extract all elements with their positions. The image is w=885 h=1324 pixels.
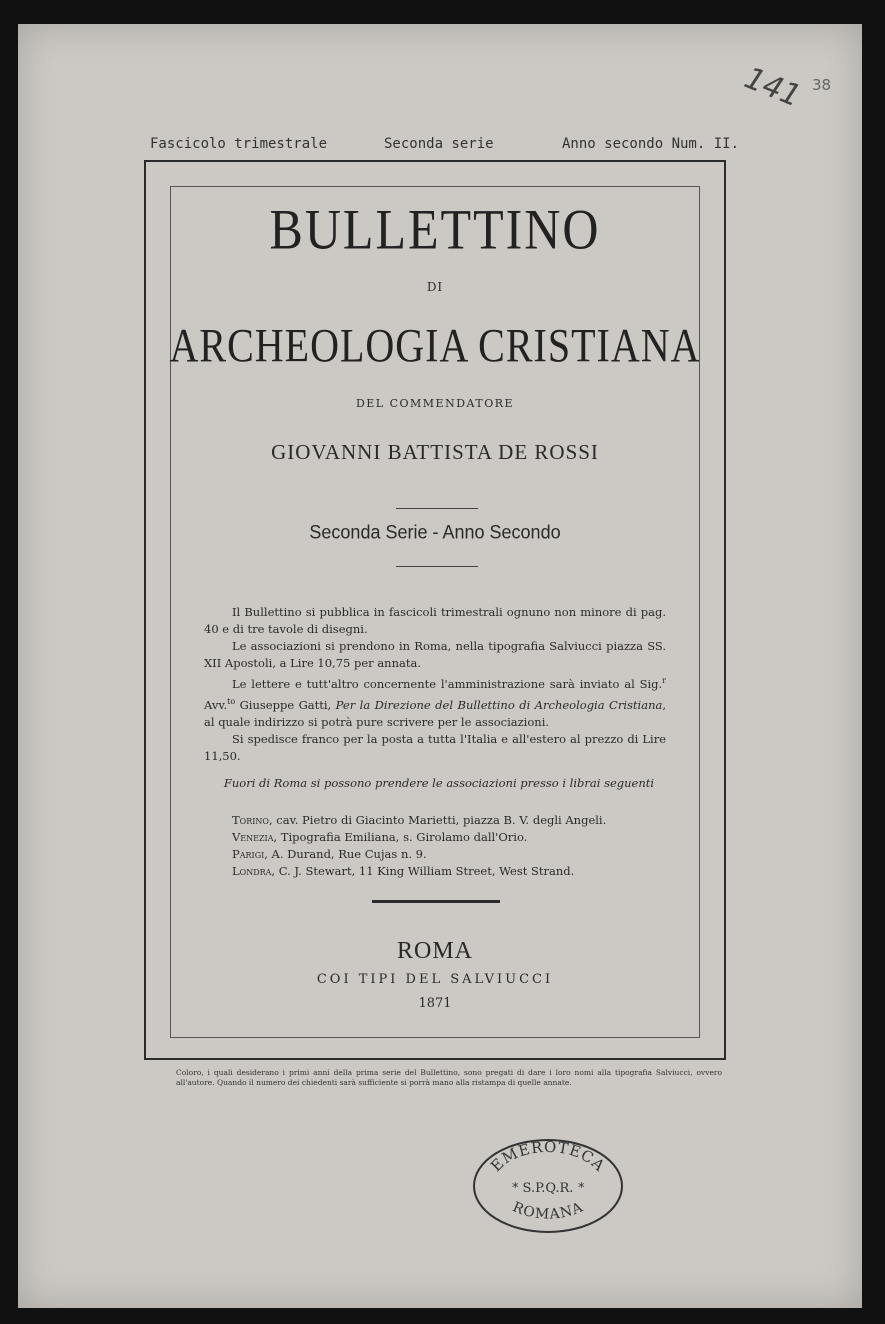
seller-londra: Londra, C. J. Stewart, 11 King William Street, West Strand. <box>232 864 575 878</box>
paragraph-publication: Il Bullettino si pubblica in fascicoli trimestrali ognuno non minore di pag. 40 e di tre tavole di disegni. <box>204 605 666 636</box>
divider-bottom <box>396 566 478 567</box>
seller-parigi: Parigi, A. Durand, Rue Cujas n. 9. <box>232 847 427 861</box>
del-commendatore: DEL COMMENDATORE <box>355 397 515 410</box>
star-right-icon: * <box>578 1181 585 1196</box>
journal-title: BULLETTINO <box>269 196 601 262</box>
imprint-printer: COI TIPI DEL SALVIUCCI <box>316 972 554 987</box>
booksellers-heading: Fuori di Roma si possono prendere le associazioni presso i librai seguenti <box>223 776 655 790</box>
series-line: Seconda Serie - Anno Secondo <box>309 520 561 543</box>
paragraph-shipping: Si spedisce franco per la posta a tutta l'Italia e all'estero al prezzo di Lire 11,50. <box>204 731 666 763</box>
handwritten-page-number: 141 <box>739 60 806 115</box>
header-left: Fascicolo trimestrale <box>150 136 328 152</box>
body-text <box>204 604 666 765</box>
footnote: Coloro, i quali desiderano i primi anni della prima serie del Bullettino, sono pregati di dare i loro nomi alla tipografia Salviucci, ovvero all'autore. Quando il numero dei chiedenti sarà sufficiente si porrà mano alla ristampa di quelle annate. <box>176 1068 722 1087</box>
imprint-year: 1871 <box>418 996 452 1011</box>
divider-top <box>396 508 478 509</box>
journal-subject: ARCHEOLOGIA CRISTIANA <box>169 318 701 373</box>
stamp-bottom-text: ROMANA <box>510 1199 586 1223</box>
star-left-icon: * <box>512 1181 519 1196</box>
title-di: DI <box>426 280 444 294</box>
booksellers-list <box>232 812 606 880</box>
imprint-city: ROMA <box>396 938 473 964</box>
stamp-top-text: EMEROTECA <box>487 1137 609 1176</box>
stamp-middle-text: S.P.Q.R. <box>522 1181 574 1196</box>
handwritten-small-number: 38 <box>812 76 832 94</box>
header-right: Anno secondo Num. II. <box>562 136 740 152</box>
header-center: Seconda serie <box>384 136 494 152</box>
paragraph-subscriptions: Le associazioni si prendono in Roma, nella tipografia Salviucci piazza SS. XII Apostoli, a Lire 10,75 per annata. <box>204 639 666 670</box>
thick-rule <box>372 900 500 903</box>
paragraph-letters: Le lettere e tutt'altro concernente l'amministrazione sarà inviato al Sig.$^r$ Avv.$^{to}$ Giuseppe Gatti, Per la Direzione del Bullettino di Archeologia Cristiana, al quale indirizzo si potrà pure scrivere per le associazioni. <box>204 676 667 729</box>
seller-venezia: Venezia, Tipografia Emiliana, s. Girolamo dall'Orio. <box>232 830 528 844</box>
seller-torino: Torino, cav. Pietro di Giacinto Marietti, piazza B. V. degli Angeli. <box>232 813 607 827</box>
library-stamp <box>470 1136 626 1236</box>
author-name: GIOVANNI BATTISTA DE ROSSI <box>271 440 599 464</box>
